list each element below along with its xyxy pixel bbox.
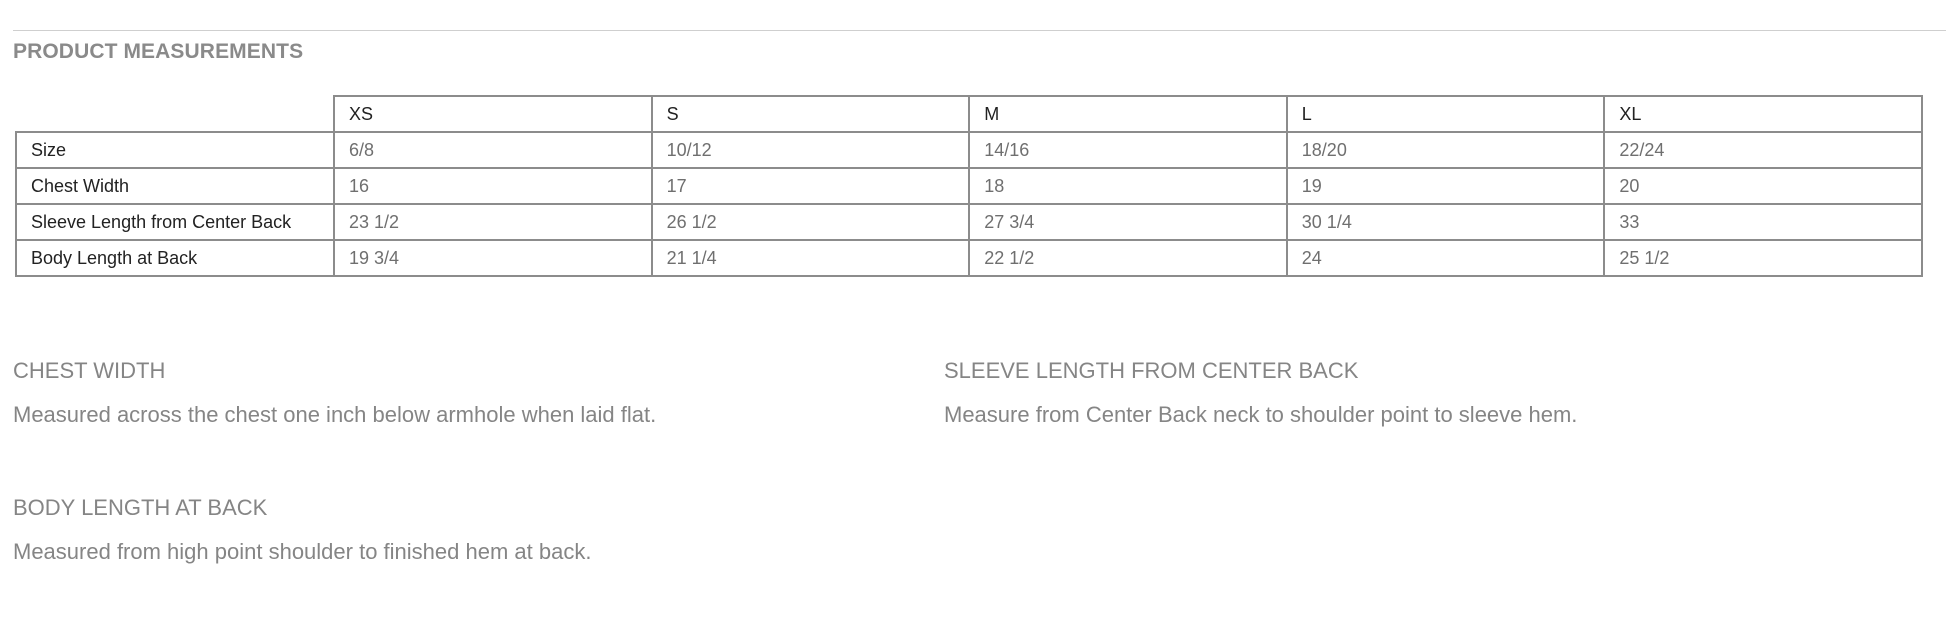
table-cell: 6/8 (334, 132, 652, 168)
definition-title: SLEEVE LENGTH FROM CENTER BACK (944, 358, 1359, 383)
top-divider (13, 30, 1946, 31)
table-cell: 14/16 (969, 132, 1287, 168)
table-header-row (16, 96, 1922, 132)
table-cell: 10/12 (652, 132, 970, 168)
definition-sleeve-length (944, 358, 1577, 428)
table-cell: 22/24 (1604, 132, 1922, 168)
row-label: Sleeve Length from Center Back (16, 204, 334, 240)
measurements-table (15, 95, 1923, 277)
definition-text: Measure from Center Back neck to shoulder point to sleeve hem. (944, 402, 1578, 427)
table-row-size (16, 132, 1922, 168)
definition-text: Measured across the chest one inch below armhole when laid flat. (13, 402, 657, 427)
table-cell: 33 (1604, 204, 1922, 240)
definition-title: BODY LENGTH AT BACK (13, 495, 268, 520)
table-cell: 30 1/4 (1287, 204, 1605, 240)
table-cell: 21 1/4 (652, 240, 970, 276)
definition-chest-width (13, 358, 656, 428)
table-row-body-length (16, 240, 1922, 276)
column-header-xs: XS (334, 96, 652, 132)
table-cell: 22 1/2 (969, 240, 1287, 276)
table-cell: 26 1/2 (652, 204, 970, 240)
section-heading: PRODUCT MEASUREMENTS (13, 40, 304, 63)
definition-body-length (13, 495, 591, 565)
table-cell: 19 (1287, 168, 1605, 204)
table-cell: 17 (652, 168, 970, 204)
column-header-s: S (652, 96, 970, 132)
table-cell: 27 3/4 (969, 204, 1287, 240)
table-cell: 23 1/2 (334, 204, 652, 240)
column-header-m: M (969, 96, 1287, 132)
table-cell: 18/20 (1287, 132, 1605, 168)
table-cell: 16 (334, 168, 652, 204)
row-label: Body Length at Back (16, 240, 334, 276)
table-cell: 18 (969, 168, 1287, 204)
column-header-xl: XL (1604, 96, 1922, 132)
definition-title: CHEST WIDTH (13, 358, 166, 383)
table-row-sleeve-length (16, 204, 1922, 240)
table-cell: 19 3/4 (334, 240, 652, 276)
header-corner-cell (16, 96, 334, 132)
table-cell: 24 (1287, 240, 1605, 276)
row-label: Size (16, 132, 334, 168)
definition-text: Measured from high point shoulder to finished hem at back. (13, 539, 592, 564)
table-cell: 20 (1604, 168, 1922, 204)
row-label: Chest Width (16, 168, 334, 204)
table-row-chest-width (16, 168, 1922, 204)
column-header-l: L (1287, 96, 1605, 132)
table-cell: 25 1/2 (1604, 240, 1922, 276)
